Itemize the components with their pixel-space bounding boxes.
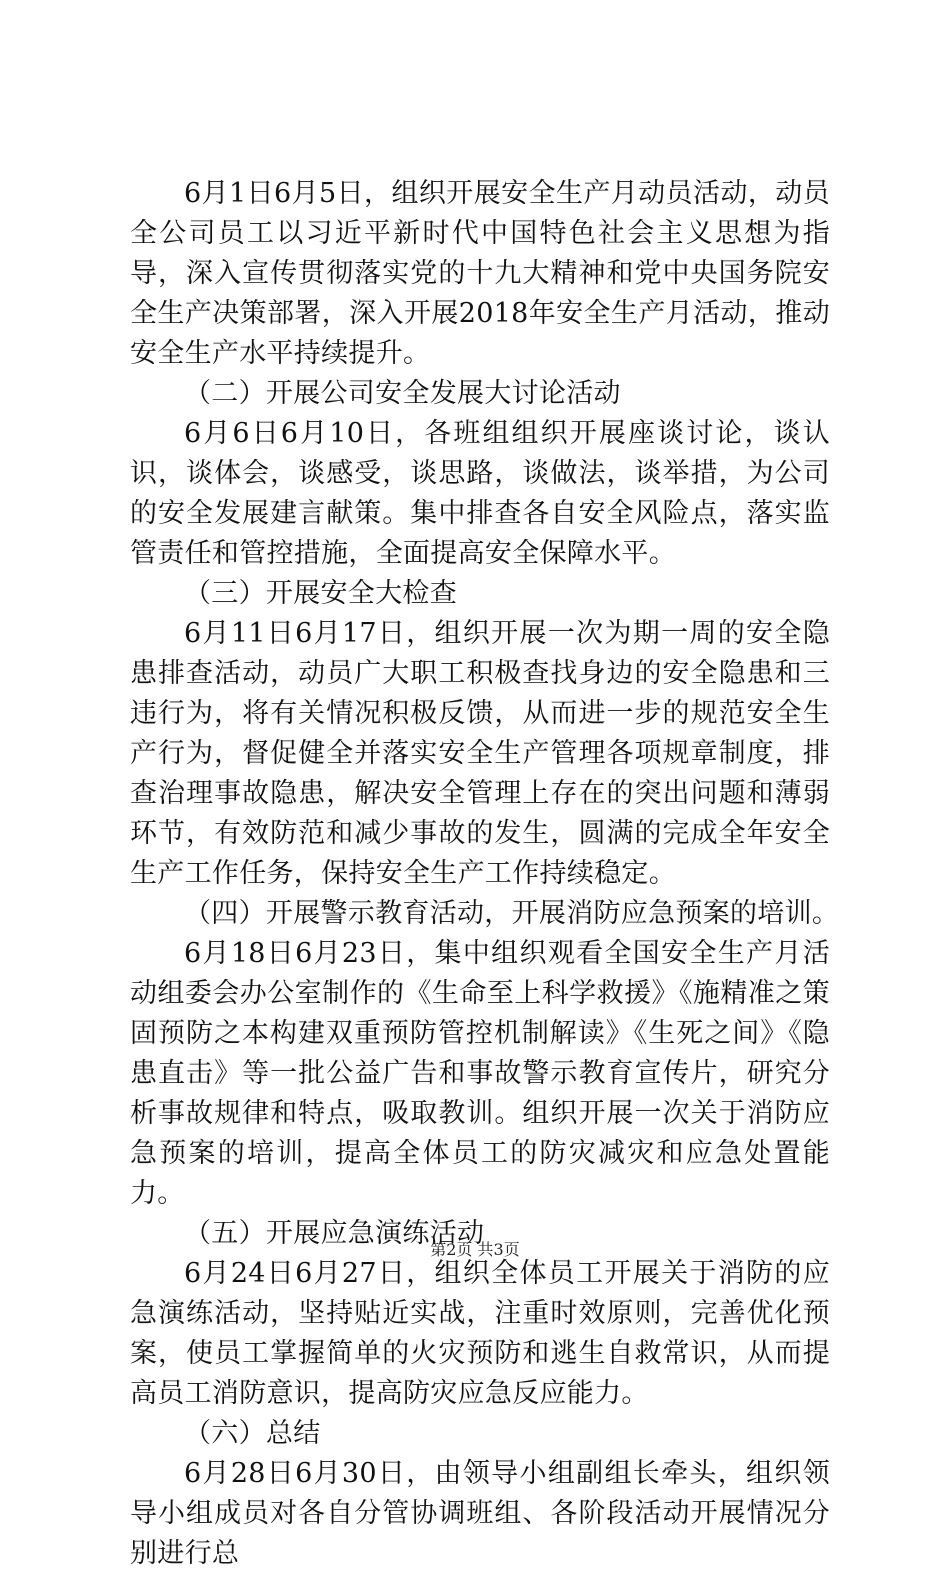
paragraph-inspection: 6月11日6月17日，组织开展一次为期一周的安全隐患排查活动，动员广大职工积极查找身边的安全隐患和三违行为，将有关情况积极反馈，从而进一步的规范安全生产行为，督促健全并落实安全生产管理各项规章制度，排查治理事故隐患，解决安全管理上存在的突出问题和薄弱环节，有效防范和减少事故的发生，圆满的完成全年安全生产工作任务，保持安全生产工作持续稳定。 <box>130 618 830 889</box>
section-heading-5: （五）开展应急演练活动 <box>184 1218 485 1249</box>
paragraph-drill: 6月24日6月27日，组织全体员工开展关于消防的应急演练活动，坚持贴近实战，注重时效原则，完善优化预案，使员工掌握简单的火灾预防和逃生自救常识，从而提高员工消防意识，提高防灾应急反应能力。 <box>130 1258 830 1409</box>
section-heading-4: （四）开展警示教育活动，开展消防应急预案的培训。 <box>184 898 840 929</box>
page-number-footer: 第2页 共3页 <box>430 1240 520 1259</box>
document-body <box>130 174 840 1574</box>
paragraph-warning-education: 6月18日6月23日，集中组织观看全国安全生产月活动组委会办公室制作的《生命至上科学救援》《施精准之策固预防之本构建双重预防管控机制解读》《生死之间》《隐患直击》等一批公益广告和事故警示教育宣传片，研究分析事故规律和特点，吸取教训。组织开展一次关于消防应急预案的培训，提高全体员工的防灾减灾和应急处置能力。 <box>130 938 830 1209</box>
section-heading-3: （三）开展安全大检查 <box>184 578 457 609</box>
section-heading-2: （二）开展公司安全发展大讨论活动 <box>184 378 621 409</box>
paragraph-mobilization: 6月1日6月5日，组织开展安全生产月动员活动，动员全公司员工以习近平新时代中国特色社会主义思想为指导，深入宣传贯彻落实党的十九大精神和党中央国务院安全生产决策部署，深入开展2018年安全生产月活动，推动安全生产水平持续提升。 <box>130 178 830 369</box>
section-heading-6: （六）总结 <box>184 1418 321 1449</box>
paragraph-discussion: 6月6日6月10日，各班组组织开展座谈讨论，谈认识，谈体会，谈感受，谈思路，谈做法，谈举措，为公司的安全发展建言献策。集中排查各自安全风险点，落实监管责任和管控措施，全面提高安全保障水平。 <box>130 418 830 569</box>
paragraph-summary: 6月28日6月30日，由领导小组副组长牵头，组织领导小组成员对各自分管协调班组、各阶段活动开展情况分别进行总 <box>130 1458 830 1569</box>
